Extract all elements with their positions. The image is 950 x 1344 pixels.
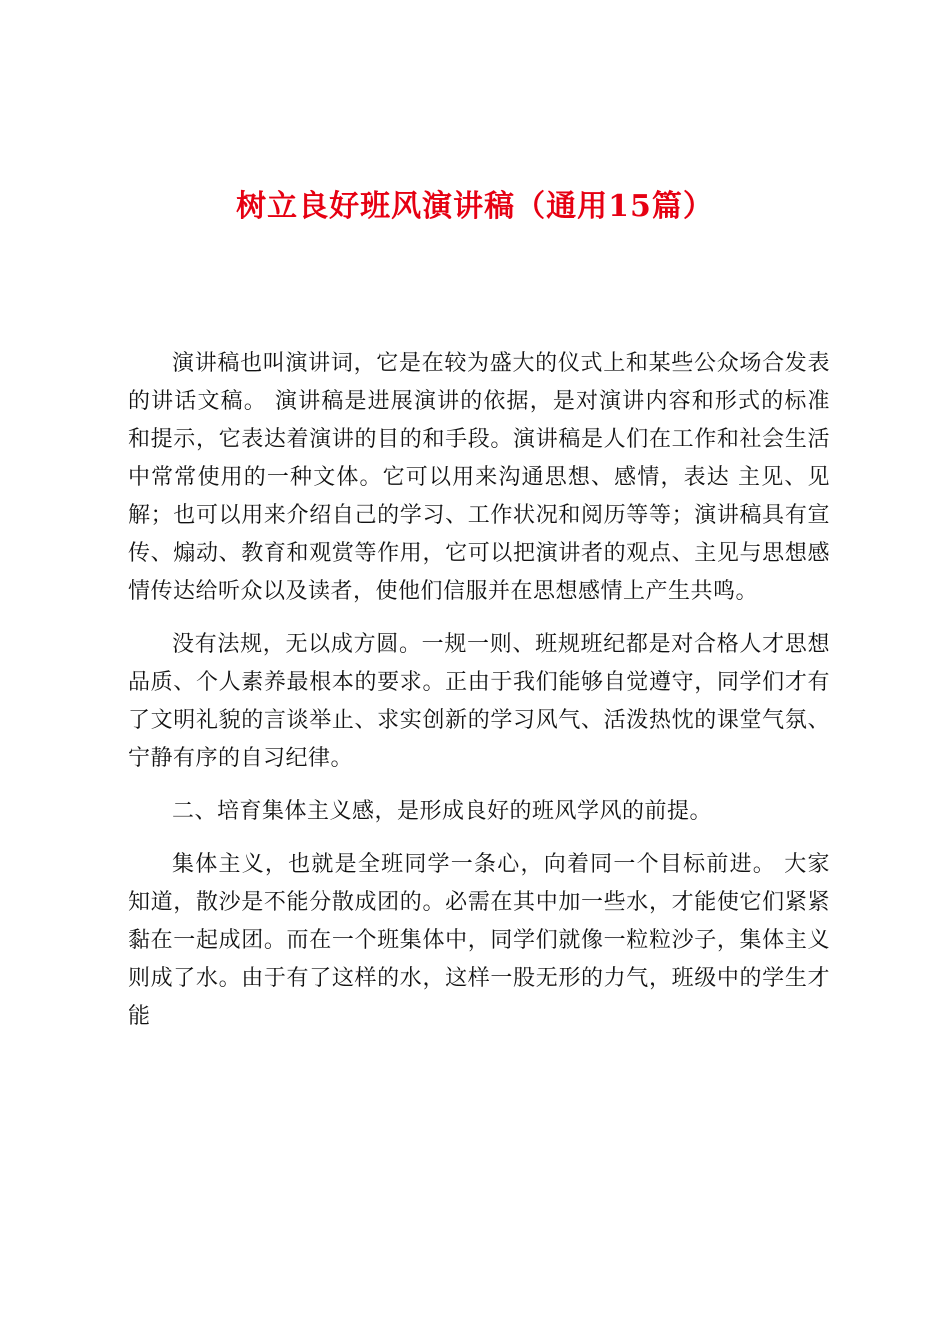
page-title: 树立良好班风演讲稿（通用15篇） [236,189,714,224]
paragraph-heading-two: 二、培育集体主义感，是形成良好的班风学风的前提。 [172,799,713,824]
paragraph-collectivism: 集体主义，也就是全班同学一条心，向着同一个目标前进。 大家知道，散沙是不能分散成团的。必需在其中加一些水，才能使它们紧紧黏在一起成团。而在一个班集体中，同学们就像一粒粒沙子，集体主义则成了水。由于有了这样的水，这样一股无形的力气，班级中的学生才能 [128,852,830,1029]
paragraph-rules: 没有法规，无以成方圆。一规一则、班规班纪都是对合格人才思想品质、个人素养最根本的要求。正由于我们能够自觉遵守，同学们才有了文明礼貌的言谈举止、求实创新的学习风气、活泼热忱的课堂气氛、宁静有序的自习纪律。 [128,632,830,771]
document-body [128,345,830,1051]
paragraph-intro: 演讲稿也叫演讲词，它是在较为盛大的仪式上和某些公众场合发表的讲话文稿。 演讲稿是进展演讲的依据，是对演讲内容和形式的标准和提示，它表达着演讲的目的和手段。演讲稿是人们在工作和社会生活中常常使用的一种文体。它可以用来沟通思想、感情，表达 主见、见解；也可以用来介绍自己的学习、工作状况和阅历等等；演讲稿具有宣传、煽动、教育和观赏等作用，它可以把演讲者的观点、主见与思想感情传达给听众以及读者，使他们信服并在思想感情上产生共鸣。 [128,351,830,604]
